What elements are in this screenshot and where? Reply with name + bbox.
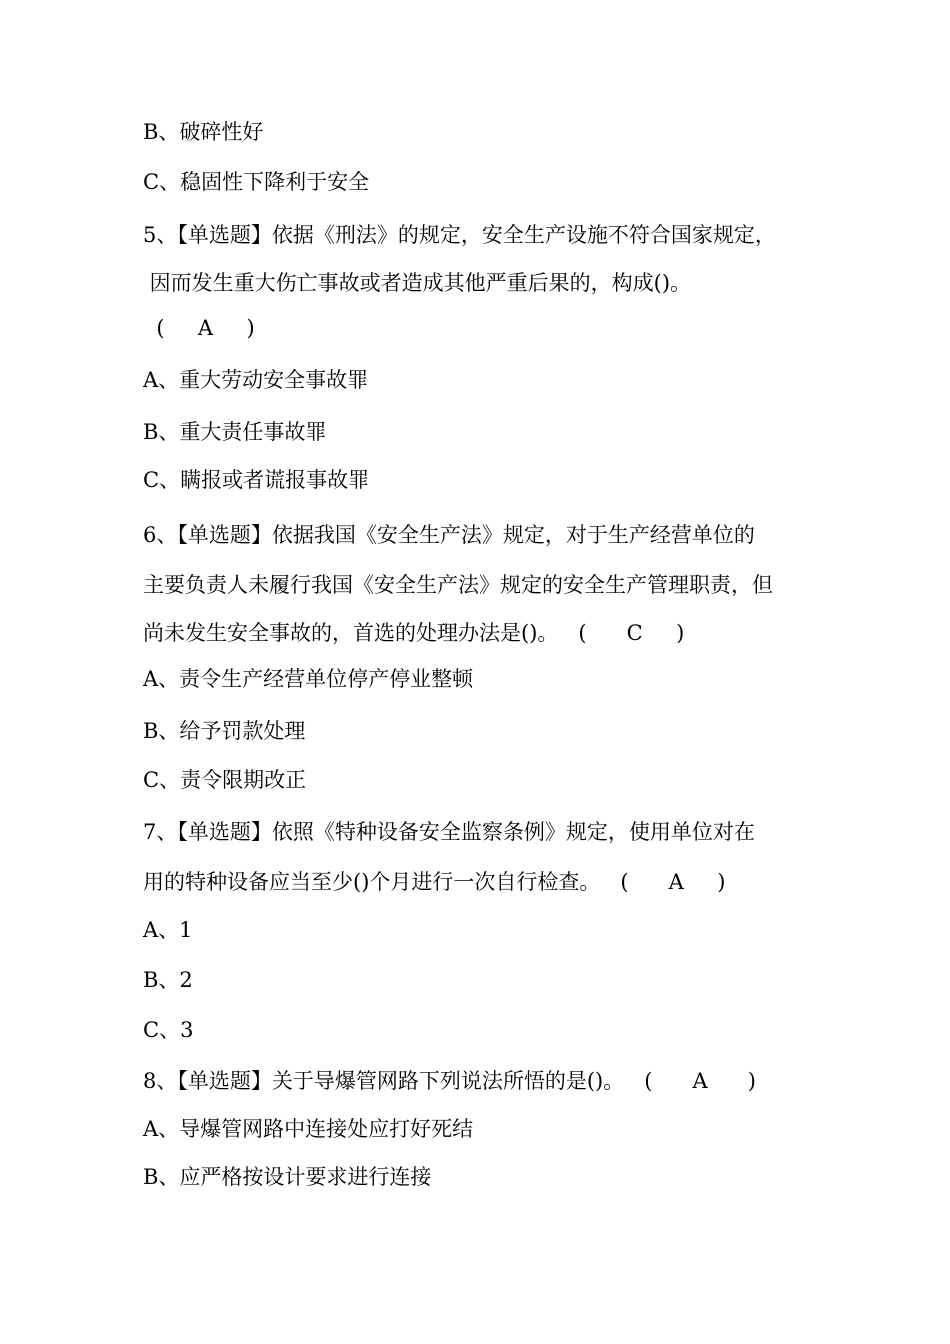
question-8-stem: 8、【单选题】关于导爆管网路下列说法所悟的是()。 ( A ) bbox=[143, 1069, 756, 1093]
option-a-q6: A、责令生产经营单位停产停业整顿 bbox=[143, 667, 474, 691]
option-a-q8: A、导爆管网路中连接处应打好死结 bbox=[143, 1117, 474, 1141]
question-7-stem-line-1: 7、【单选题】依照《特种设备安全监察条例》规定，使用单位对在 bbox=[143, 820, 755, 844]
option-b-q6: B、给予罚款处理 bbox=[143, 719, 306, 743]
option-a-q5: A、重大劳动安全事故罪 bbox=[143, 368, 369, 392]
option-a-q7: A、1 bbox=[143, 918, 193, 942]
option-b-q8: B、应严格按设计要求进行连接 bbox=[143, 1165, 432, 1189]
question-6-stem-line-1: 6、【单选题】依据我国《安全生产法》规定，对于生产经营单位的 bbox=[143, 523, 755, 547]
option-c-q4: C、稳固性下降利于安全 bbox=[143, 170, 370, 194]
question-7-stem-line-2: 用的特种设备应当至少()个月进行一次自行检查。 ( A ) bbox=[143, 870, 726, 894]
option-c-q5: C、瞒报或者谎报事故罪 bbox=[143, 468, 370, 492]
option-c-q6: C、责令限期改正 bbox=[143, 768, 307, 792]
question-5-stem-line-2: 因而发生重大伤亡事故或者造成其他严重后果的，构成()。 bbox=[143, 271, 692, 295]
option-b-q5: B、重大责任事故罪 bbox=[143, 420, 327, 444]
option-c-q7: C、3 bbox=[143, 1018, 194, 1042]
question-6-stem-line-3: 尚未发生安全事故的，首选的处理办法是()。 ( C ) bbox=[143, 621, 685, 645]
option-b-q7: B、2 bbox=[143, 968, 193, 992]
option-b-q4: B、破碎性好 bbox=[143, 120, 264, 144]
question-6-stem-line-2: 主要负责人未履行我国《安全生产法》规定的安全生产管理职责，但 bbox=[143, 573, 773, 597]
question-5-answer: ( A ) bbox=[143, 316, 255, 340]
question-5-stem-line-1: 5、【单选题】依据《刑法》的规定，安全生产设施不符合国家规定， bbox=[143, 223, 776, 247]
